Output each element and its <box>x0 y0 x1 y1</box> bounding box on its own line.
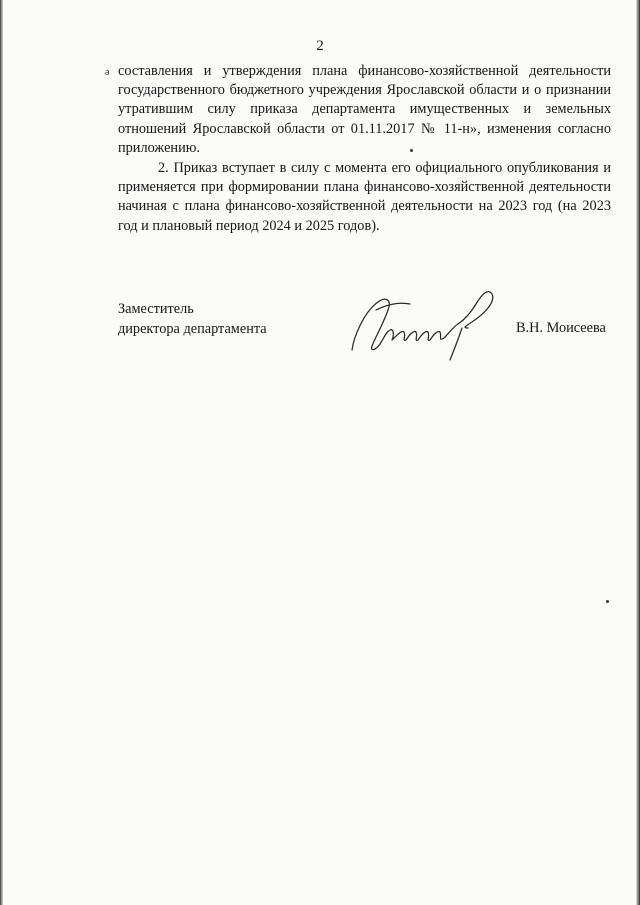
page-number: 2 <box>316 38 324 54</box>
scan-artifact-mark: ə <box>105 67 110 78</box>
body-paragraph-2: 2. Приказ вступает в силу с момента его официального опубликования и применяется при формировании плана финансово-хозяйственной деятельности начиная с плана финансово-хозяйственной деятельности на 2023 год (на 2023 год и плановый период 2024 и 2025 годов). <box>118 160 611 234</box>
signatory-position-line-1: Заместитель <box>118 301 194 317</box>
scan-edge-right <box>636 0 640 905</box>
signer-name: В.Н. Моисеева <box>516 320 606 336</box>
handwritten-signature <box>346 284 506 364</box>
scan-edge-left <box>0 0 3 905</box>
signatory-position <box>118 300 267 339</box>
signatory-position-line-2: директора департамента <box>118 320 267 337</box>
document-body <box>118 62 611 236</box>
scan-artifact-dot <box>606 600 609 603</box>
body-paragraph-1: составления и утверждения плана финансово-хозяйственной деятельности государственного бюджетного учреждения Ярославской области и о признании утратившим силу приказа департамента имущественных и земельных отношений Ярославской области от 01.11.2017 № 11-н», изменения согласно приложению. <box>118 63 611 156</box>
